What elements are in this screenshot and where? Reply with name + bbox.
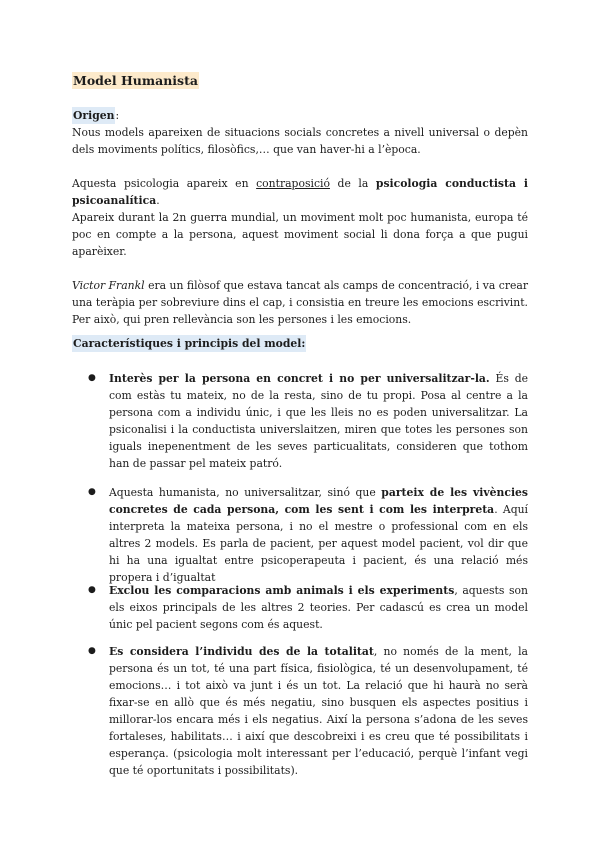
list-item [72, 370, 528, 472]
origen-paragraph-2 [72, 175, 528, 209]
caracteristiques-heading-line [72, 335, 528, 352]
bullet-icon: ● [88, 487, 96, 497]
page-title: Model Humanista [73, 73, 198, 88]
origen-heading-suffix: : [115, 109, 120, 122]
text-run: , aquests son els eixos principals de les altres 2 teories. Per cadascú es crea un model únic pel pacient segons com és aquest. [109, 584, 528, 631]
text-run: Aquesta humanista, no universalitzar, sinó que [109, 486, 382, 499]
list-item [72, 643, 528, 779]
spacer [72, 158, 528, 175]
caracteristiques-section [72, 335, 528, 352]
bold-term: psicologia conductista i psicoanalítica [72, 177, 528, 207]
list-item [72, 484, 528, 586]
caracteristiques-heading: Característiques i principis del model: [73, 337, 306, 350]
bullet-icon: ● [88, 585, 96, 595]
bullet-list-4 [72, 643, 528, 779]
bullet-list-2 [72, 484, 528, 586]
text-run: , no només de la ment, la persona és un tot, té una part física, fisiològica, té un desenvolupament, té emocions… i tot això va junt i és un tot. La relació que hi haurà no serà fixar-se en allò que és més negatiu, sino busquen els aspectes positius i millorar-los encara més i els negatius. Així la persona s’adona de les seves fortaleses, habilitats… i així que descobreixi i es creu que té possibilitats i esperança. (psicologia molt interessant per l’educació, perquè l’infant vegi que té oportunitats i possibilitats). [109, 645, 528, 777]
bullet-list-1 [72, 370, 528, 472]
text-run: . Aquí interpreta la mateixa persona, i no el mestre o professional com en els altres 2 models. Es parla de pacient, per aquest model pacient, vol dir que hi ha una igualtat entre psicoperapeuta i pacient, és una relació més propera i d’igualtat [109, 503, 529, 584]
origen-paragraph-3: Apareix durant la 2n guerra mundial, un moviment molt poc humanista, europa té poc en compte a la persona, aquest moviment social li dona força a que pugui aparèixer. [72, 211, 528, 258]
bold-term: Exclou les comparacions amb animals i els experiments [109, 584, 455, 597]
bold-term: Es considera l’individu des de la totalitat [109, 645, 374, 658]
list-item [72, 582, 528, 633]
text-run: . [156, 194, 160, 207]
underlined-term: contraposició [256, 177, 330, 190]
origen-heading: Origen [73, 109, 115, 122]
text-run: era un filòsof que estava tancat als camps de concentració, i va crear una teràpia per sobreviure dins el cap, i consistia en treure les emocions escrivint. Per això, qui pren rellevància son les persones i les emocions. [72, 279, 528, 326]
text-run: Aquesta psicologia apareix en [72, 177, 257, 190]
origen-heading-line [72, 107, 528, 124]
bold-term: parteix de les vivències concretes de cada persona, com les sent i com les interpreta [109, 486, 528, 516]
text-run: de la [329, 177, 376, 190]
origen-paragraph-1: Nous models apareixen de situacions socials concretes a nivell universal o depèn dels moviments polítics, filosòfics,… que van haver-hi a l’època. [72, 126, 528, 156]
spacer [72, 260, 528, 277]
origen-paragraph-4 [72, 277, 528, 328]
origen-section [72, 107, 528, 328]
bullet-list-3 [72, 582, 528, 633]
italic-name: Victor Frankl [72, 279, 145, 292]
text-run: És de com estàs tu mateix, no de la resta, sino de tu propi. Posa al centre a la persona com a individu únic, i que les lleis no es poden universalitzar. La psiconalisi i la conductista universlaitzen, miren que totes les persones son iguals inepenentment de les seves particualitats, consideren que tothom han de passar pel mateix patró. [109, 372, 528, 470]
bullet-icon: ● [88, 646, 96, 656]
bullet-icon: ● [88, 373, 96, 383]
bold-term: Interès per la persona en concret i no per universalitzar-la. [109, 372, 490, 385]
